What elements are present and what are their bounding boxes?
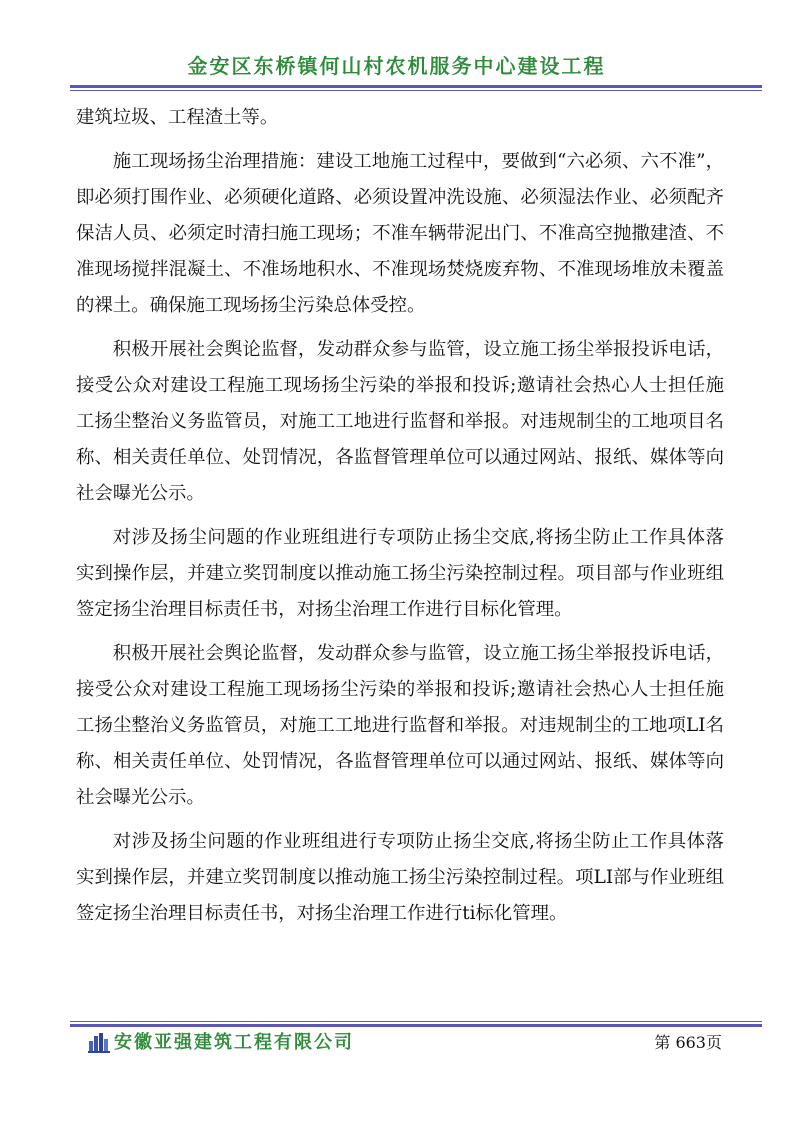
footer-rule-thin (70, 1021, 762, 1022)
paragraph-3: 积极开展社会舆论监督，发动群众参与监管，设立施工扬尘举报投诉电话，接受公众对建设工程施工现场扬尘污染的举报和投诉;邀请社会热心人士担任施工扬尘整治义务监管员，对施工工地进行监督和举报。对违规制尘的工地项目名称、相关责任单位、处罚情况，各监督管理单位可以通过网站、报纸、媒体等向社会曝光公示。 (76, 339, 724, 504)
paragraph-5: 积极开展社会舆论监督，发动群众参与监管，设立施工扬尘举报投诉电话，接受公众对建设工程施工现场扬尘污染的举报和投诉;邀请社会热心人士担任施工扬尘整治义务监管员，对施工工地进行监督和举报。对违规制尘的工地项LI名称、相关责任单位、处罚情况，各监督管理单位可以通过网站、报纸、媒体等向社会曝光公示。 (76, 643, 724, 808)
header-rule-thin (70, 90, 762, 91)
paragraph-1: 建筑垃圾、工程渣土等。 (76, 107, 279, 128)
document-body (76, 100, 724, 940)
paragraph-4: 对涉及扬尘问题的作业班组进行专项防止扬尘交底,将扬尘防止工作具体落实到操作层，并建立奖罚制度以推动施工扬尘污染控制过程。项目部与作业班组签定扬尘治理目标责任书，对扬尘治理工作进行目标化管理。 (76, 527, 724, 620)
page-footer (88, 1030, 734, 1058)
paragraph-2: 施工现场扬尘治理措施：建设工地施工过程中，要做到“六必须、六不准”，即必须打围作业、必须硬化道路、必须设置冲洗设施、必须湿法作业、必须配齐保洁人员、必须定时清扫施工现场；不准车辆带泥出门、不准高空抛撒建渣、不准现场搅拌混凝土、不准场地积水、不准现场焚烧废弃物、不准现场堆放未覆盖的裸土。确保施工现场扬尘污染总体受控。 (76, 151, 724, 316)
paragraph-6: 对涉及扬尘问题的作业班组进行专项防止扬尘交底,将扬尘防止工作具体落实到操作层，并建立奖罚制度以推动施工扬尘污染控制过程。项LI部与作业班组签定扬尘治理目标责任书，对扬尘治理工作进行ti标化管理。 (76, 831, 724, 924)
document-header-title: 金安区东桥镇何山村农机服务中心建设工程 (187, 54, 606, 78)
building-logo-icon (88, 1033, 110, 1053)
company-name: 安徽亚强建筑工程有限公司 (114, 1032, 354, 1053)
footer-rule-thick (70, 1024, 762, 1027)
page-number: 第 663页 (654, 1033, 722, 1052)
header-rule-thick (70, 85, 762, 88)
